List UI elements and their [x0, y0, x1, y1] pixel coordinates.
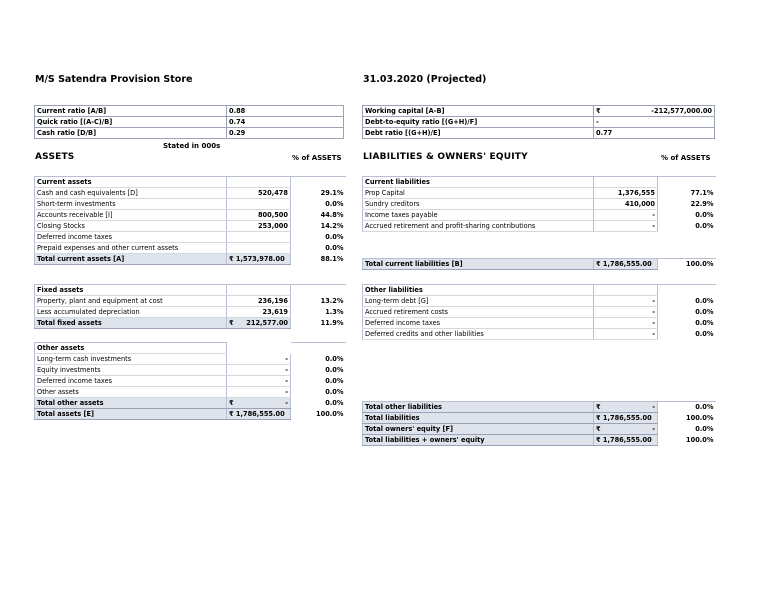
table-row	[363, 307, 716, 318]
ratio-value: 0.88	[227, 106, 344, 117]
row-value: -	[594, 296, 658, 307]
table-row	[363, 329, 716, 340]
row-pct: 0.0%	[695, 308, 714, 316]
row-pct: 0.0%	[325, 233, 344, 241]
current-liabilities-title: Current liabilities	[363, 177, 594, 188]
table-row	[35, 188, 346, 199]
total-value-text: ₹ 1,786,555.00	[596, 414, 652, 422]
table-row	[35, 177, 346, 188]
liabilities-pct-heading: % of ASSETS	[661, 154, 711, 162]
row-label: Income taxes payable	[363, 210, 594, 221]
ratio-value-text: -212,577,000.00	[651, 107, 712, 115]
total-row	[35, 254, 346, 265]
currency-symbol: ₹	[596, 403, 601, 411]
total-value-text: 212,577.00	[246, 319, 288, 327]
ratio-row	[35, 128, 344, 139]
ratio-row	[363, 128, 715, 139]
row-pct: 22.9%	[690, 200, 714, 208]
currency-symbol: ₹	[229, 319, 234, 327]
ratio-label: Current ratio [A/B]	[35, 106, 227, 117]
total-label: Total other assets	[35, 398, 227, 409]
table-row	[363, 177, 716, 188]
total-pct: 0.0%	[299, 398, 346, 409]
row-pct: 0.0%	[695, 319, 714, 327]
table-row	[35, 210, 346, 221]
total-label: Total other liabilities	[363, 402, 594, 413]
total-value-text: -	[285, 399, 288, 407]
table-row	[363, 199, 716, 210]
row-value: -	[227, 387, 291, 398]
row-value: 410,000	[594, 199, 658, 210]
total-pct: 11.9%	[299, 318, 346, 329]
row-label: Long-term cash investments	[35, 354, 227, 365]
row-pct: 1.3%	[325, 308, 344, 316]
ratio-label: Debt ratio [(G+H)/E]	[363, 128, 594, 139]
row-label: Prepaid expenses and other current assets	[35, 243, 227, 254]
row-value: -	[227, 365, 291, 376]
total-pct: 100.0%	[666, 435, 716, 446]
row-label: Equity investments	[35, 365, 227, 376]
ratio-label: Debt-to-equity ratio [(G+H)/F]	[363, 117, 594, 128]
ratio-row	[35, 117, 344, 128]
total-row	[363, 435, 716, 446]
total-label: Total current liabilities [B]	[363, 259, 594, 270]
table-row	[363, 296, 716, 307]
total-value-text: ₹ 1,786,555.00	[596, 436, 652, 444]
ratio-row	[35, 106, 344, 117]
row-label: Sundry creditors	[363, 199, 594, 210]
ratio-value	[594, 106, 715, 117]
total-value	[594, 424, 658, 435]
table-row	[35, 376, 346, 387]
ratio-label: Cash ratio [D/B]	[35, 128, 227, 139]
total-row	[363, 424, 716, 435]
table-row	[35, 221, 346, 232]
row-label: Prop Capital	[363, 188, 594, 199]
row-label: Deferred income taxes	[35, 232, 227, 243]
ratio-value: 0.29	[227, 128, 344, 139]
total-value-text: -	[652, 425, 655, 433]
total-value	[227, 318, 291, 329]
current-assets-table	[34, 176, 346, 265]
row-pct: 44.8%	[320, 211, 344, 219]
row-value: -	[594, 318, 658, 329]
total-label: Total liabilities + owners' equity	[363, 435, 594, 446]
row-value: 23,619	[227, 307, 291, 318]
row-value	[227, 232, 291, 243]
row-value: 236,196	[227, 296, 291, 307]
table-row	[35, 307, 346, 318]
liabilities-heading: LIABILITIES & OWNERS' EQUITY	[363, 152, 528, 162]
total-value: ₹ 1,786,555.00	[594, 259, 658, 270]
total-pct: 100.0%	[666, 413, 716, 424]
row-label: Less accumulated depreciation	[35, 307, 227, 318]
grand-total-pct: 100.0%	[299, 409, 346, 420]
ratio-row	[363, 106, 715, 117]
row-label: Deferred income taxes	[35, 376, 227, 387]
row-label: Short-term investments	[35, 199, 227, 210]
ratio-value: -	[594, 117, 715, 128]
row-label: Deferred credits and other liabilities	[363, 329, 594, 340]
total-label: Total current assets [A]	[35, 254, 227, 265]
ratio-value: 0.74	[227, 117, 344, 128]
total-pct: 100.0%	[666, 259, 716, 270]
ratio-row	[363, 117, 715, 128]
row-pct: 0.0%	[325, 366, 344, 374]
row-value: -	[227, 354, 291, 365]
total-label: Total liabilities	[363, 413, 594, 424]
table-row	[35, 243, 346, 254]
grand-total-row	[35, 409, 346, 420]
row-value: 1,376,555	[594, 188, 658, 199]
stated-note: Stated in 000s	[163, 142, 221, 150]
row-value: -	[594, 307, 658, 318]
table-row	[363, 285, 716, 296]
assets-heading: ASSETS	[35, 152, 75, 162]
total-row	[363, 259, 716, 270]
table-row	[363, 188, 716, 199]
row-pct: 0.0%	[325, 377, 344, 385]
total-value: ₹ 1,573,978.00	[227, 254, 291, 265]
currency-symbol: ₹	[596, 425, 601, 433]
row-value: 253,000	[227, 221, 291, 232]
row-pct: 0.0%	[695, 222, 714, 230]
row-pct: 29.1%	[320, 189, 344, 197]
current-liabilities-table	[362, 176, 716, 232]
row-value: 800,500	[227, 210, 291, 221]
row-label: Other assets	[35, 387, 227, 398]
row-pct: 14.2%	[320, 222, 344, 230]
other-liabilities-table	[362, 284, 716, 340]
liability-totals-table	[362, 401, 716, 446]
table-row	[35, 296, 346, 307]
table-row	[35, 232, 346, 243]
ratio-label: Quick ratio [(A-C)/B]	[35, 117, 227, 128]
ratio-label: Working capital [A-B]	[363, 106, 594, 117]
ratio-table-right	[362, 105, 715, 139]
row-label: Accrued retirement and profit-sharing contributions	[363, 221, 594, 232]
table-row	[35, 387, 346, 398]
total-value	[594, 435, 658, 446]
row-pct: 0.0%	[695, 330, 714, 338]
row-pct: 0.0%	[325, 388, 344, 396]
total-row	[35, 318, 346, 329]
total-label: Total fixed assets	[35, 318, 227, 329]
total-row	[363, 413, 716, 424]
current-liabilities-total	[362, 258, 716, 270]
currency-symbol: ₹	[229, 399, 234, 407]
row-label: Long-term debt [G]	[363, 296, 594, 307]
total-pct: 88.1%	[299, 254, 346, 265]
total-value-text: -	[652, 403, 655, 411]
report-date: 31.03.2020 (Projected)	[363, 74, 487, 85]
fixed-assets-table	[34, 284, 346, 329]
total-row	[363, 402, 716, 413]
row-pct: 77.1%	[690, 189, 714, 197]
row-pct: 0.0%	[695, 211, 714, 219]
ratio-table-left	[34, 105, 344, 139]
company-title: M/S Satendra Provision Store	[35, 74, 193, 85]
other-assets-table	[34, 342, 346, 420]
total-pct: 0.0%	[666, 424, 716, 435]
table-row	[35, 365, 346, 376]
row-pct: 0.0%	[325, 200, 344, 208]
row-value	[227, 199, 291, 210]
ratio-value: 0.77	[594, 128, 715, 139]
grand-total-value: ₹ 1,786,555.00	[227, 409, 291, 420]
table-row	[363, 221, 716, 232]
assets-pct-heading: % of ASSETS	[292, 154, 342, 162]
total-row	[35, 398, 346, 409]
row-value: -	[594, 329, 658, 340]
table-row	[35, 199, 346, 210]
table-row	[35, 354, 346, 365]
total-label: Total owners' equity [F]	[363, 424, 594, 435]
row-value: -	[227, 376, 291, 387]
table-row	[363, 210, 716, 221]
row-label: Closing Stocks	[35, 221, 227, 232]
row-value	[227, 243, 291, 254]
row-value: -	[594, 210, 658, 221]
current-assets-title: Current assets	[35, 177, 227, 188]
row-value: -	[594, 221, 658, 232]
table-row	[35, 343, 346, 354]
other-assets-title: Other assets	[35, 343, 227, 354]
other-liabilities-title: Other liabilities	[363, 285, 594, 296]
total-value	[227, 398, 291, 409]
row-value: 520,478	[227, 188, 291, 199]
table-row	[35, 285, 346, 296]
row-label: Property, plant and equipment at cost	[35, 296, 227, 307]
row-label: Cash and cash equivalents [D]	[35, 188, 227, 199]
table-row	[363, 318, 716, 329]
row-label: Accounts receivable [I]	[35, 210, 227, 221]
total-pct: 0.0%	[666, 402, 716, 413]
row-label: Accrued retirement costs	[363, 307, 594, 318]
currency-symbol: ₹	[596, 107, 601, 115]
row-label: Deferred income taxes	[363, 318, 594, 329]
row-pct: 13.2%	[320, 297, 344, 305]
fixed-assets-title: Fixed assets	[35, 285, 227, 296]
total-value	[594, 402, 658, 413]
grand-total-label: Total assets [E]	[35, 409, 227, 420]
row-pct: 0.0%	[695, 297, 714, 305]
total-value	[594, 413, 658, 424]
row-pct: 0.0%	[325, 355, 344, 363]
row-pct: 0.0%	[325, 244, 344, 252]
